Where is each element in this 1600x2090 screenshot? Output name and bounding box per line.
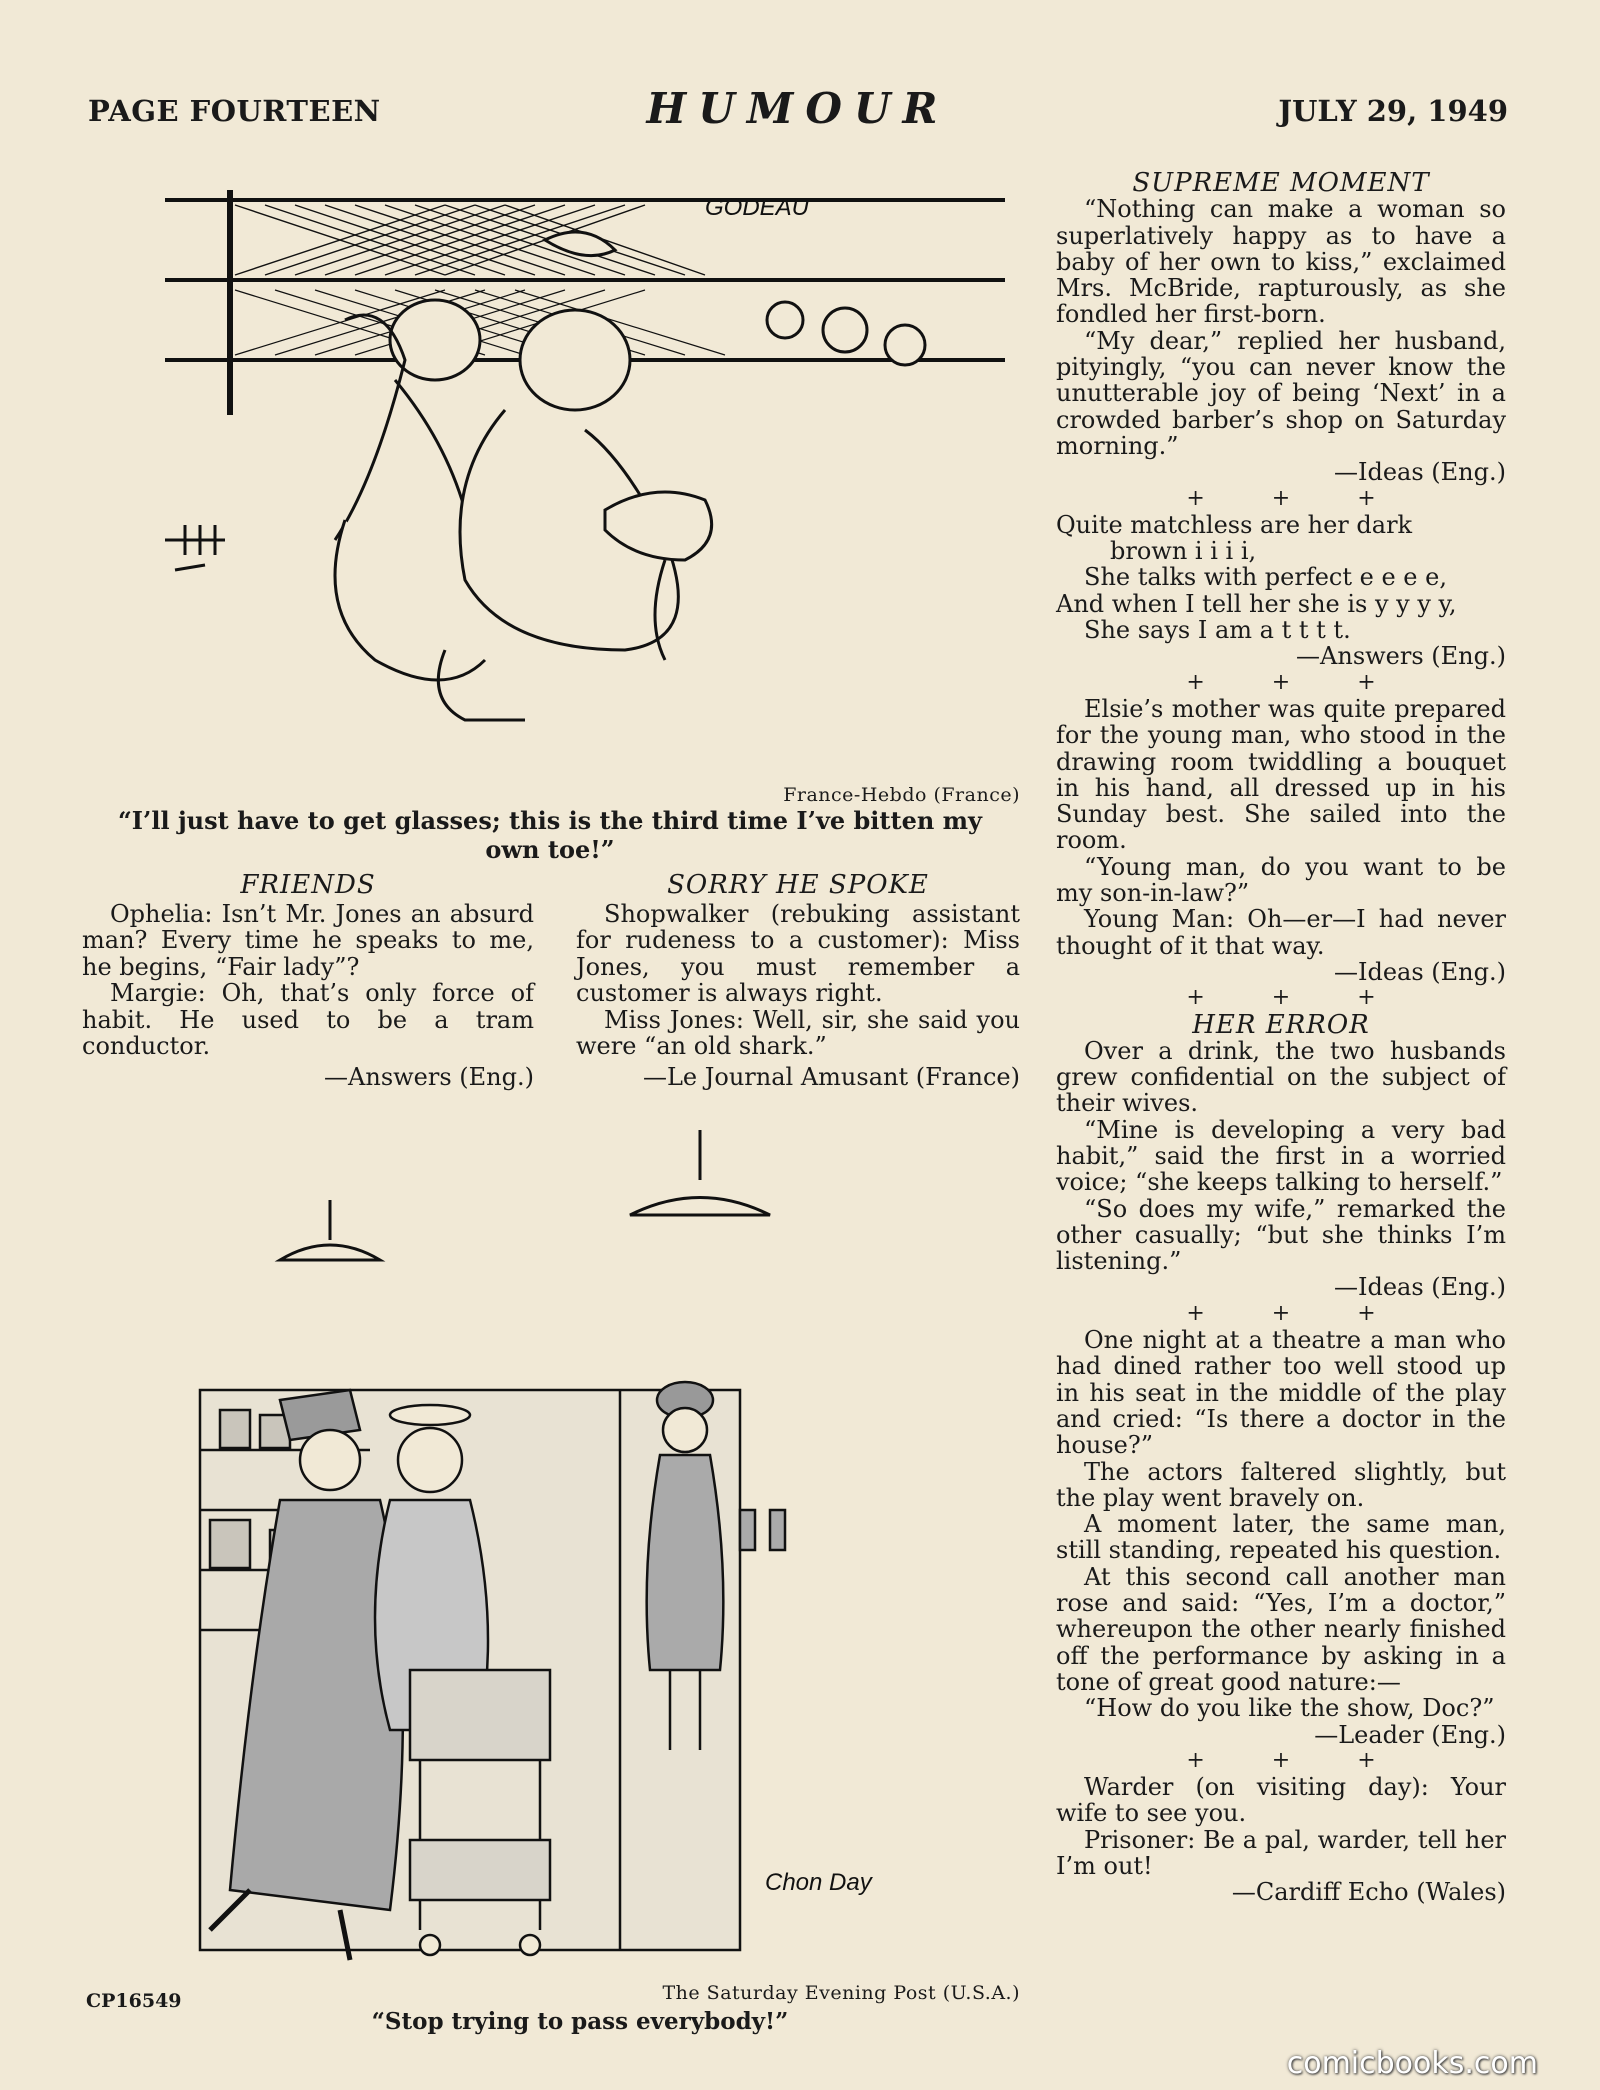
page-header (88, 84, 1508, 133)
cartoon-caption: “I’ll just have to get glasses; this is the third time I’ve bitten my own toe!” (118, 806, 982, 864)
article-paragraph: Ophelia: Isn’t Mr. Jones an absurd man? Every time he speaks to me, he begins, “Fair lady”? (82, 899, 534, 981)
article-paragraph: “Nothing can make a woman so superlatively happy as to have a baby of her own to kiss,” exclaimed Mrs. McBride, rapturously, as she fondled her first-born. (1056, 195, 1506, 329)
article-paragraph: Shopwalker (rebuking assistant for rudeness to a customer): Miss Jones, you must remember a customer is always right. (576, 899, 1020, 1007)
cartoon-signature: Chon Day (765, 1869, 872, 1896)
separator: + + + (1186, 485, 1376, 511)
verse (1056, 512, 1506, 643)
cartoon-source: The Saturday Evening Post (U.S.A.) (662, 1982, 1020, 2004)
article-source: —Le Journal Amusant (France) (642, 1062, 1020, 1091)
verse-line: She says I am a t t t t. (1084, 616, 1351, 645)
verse-line: brown i i i i, (1110, 537, 1257, 566)
cartoon-source: France-Hebdo (France) (783, 784, 1020, 806)
issue-date: JULY 29, 1949 (1278, 94, 1508, 128)
article-paragraph: “Young man, do you want to be my son-in-law?” (1056, 852, 1506, 908)
article-paragraph: “So does my wife,” remarked the other casually; “but she thinks I’m listening.” (1056, 1194, 1506, 1276)
article-paragraph: “How do you like the show, Doc?” (1084, 1694, 1495, 1723)
article-paragraph: One night at a theatre a man who had dined rather too well stood up in his seat in the middle of the play and cried: “Is there a doctor in the house?” (1056, 1326, 1506, 1460)
sorry-article (576, 872, 1020, 1090)
print-code: CP16549 (86, 1990, 182, 2012)
article-paragraph: “Mine is developing a very bad habit,” said the first in a worried voice; “she keeps talking to herself.” (1056, 1115, 1506, 1197)
separator: + + + (1186, 669, 1376, 695)
watermark: comicbooks.com (1286, 2046, 1538, 2081)
article-source: —Leader (Eng.) (1314, 1720, 1506, 1749)
article-source: —Answers (Eng.) (324, 1062, 534, 1091)
verse-line: Quite matchless are her dark (1056, 510, 1413, 539)
article-paragraph: Young Man: Oh—er—I had never thought of it that way. (1056, 905, 1506, 960)
article-paragraph: The actors faltered slightly, but the play went bravely on. (1056, 1457, 1506, 1512)
verse-line: And when I tell her she is y y y y, (1056, 589, 1457, 618)
article-source: —Answers (Eng.) (1296, 642, 1506, 671)
right-column (1056, 170, 1506, 1906)
friends-article (82, 872, 534, 1090)
article-source: —Cardiff Echo (Wales) (1231, 1878, 1506, 1907)
article-paragraph: Margie: Oh, that’s only force of habit. He used to be a tram conductor. (82, 979, 534, 1060)
article-source: —Ideas (Eng.) (1334, 957, 1506, 986)
article-heading: FRIENDS (240, 870, 376, 900)
article-paragraph: Over a drink, the two husbands grew confidential on the subject of their wives. (1056, 1036, 1506, 1118)
separator: + + + (1186, 985, 1376, 1011)
ceiling-lamps-illustration (270, 1120, 790, 1280)
article-paragraph: “My dear,” replied her husband, pityingly, “you can never know the unutterable joy of being ‘Next’ in a crowded barber’s shop on Saturday morning.” (1056, 326, 1506, 460)
verse-line: She talks with perfect e e e e, (1084, 563, 1447, 592)
article-paragraph: Miss Jones: Well, sir, she said you were “an old shark.” (576, 1005, 1020, 1060)
separator: + + + (1186, 1300, 1376, 1326)
article-paragraph: A moment later, the same man, still standing, repeated his question. (1056, 1510, 1506, 1565)
page-number: PAGE FOURTEEN (88, 94, 381, 128)
cartoon-signature: GODEAU (705, 194, 810, 221)
separator: + + + (1186, 1747, 1376, 1773)
article-heading: SUPREME MOMENT (1132, 168, 1430, 198)
article-source: —Ideas (Eng.) (1334, 1273, 1506, 1302)
article-source: —Ideas (Eng.) (1334, 458, 1506, 487)
article-paragraph: Warder (on visiting day): Your wife to see you. (1056, 1773, 1506, 1828)
cartoon-caption: “Stop trying to pass everybody!” (371, 2008, 789, 2035)
wrestling-cartoon (145, 180, 1025, 780)
article-paragraph: At this second call another man rose and said: “Yes, I’m a doctor,” whereupon the other nearly finished off the performance by asking in a tone of great good nature:— (1056, 1562, 1506, 1696)
grocery-cartoon (190, 1370, 880, 1970)
article-paragraph: Elsie’s mother was quite prepared for the young man, who stood in the drawing room twiddling a bouquet in his hand, all dressed up in his Sunday best. She sailed into the room. (1056, 694, 1506, 855)
magazine-title: HUMOUR (646, 84, 950, 133)
article-heading: HER ERROR (1192, 1009, 1370, 1040)
article-paragraph: Prisoner: Be a pal, warder, tell her I’m out! (1056, 1825, 1506, 1880)
article-heading: SORRY HE SPOKE (667, 870, 929, 900)
